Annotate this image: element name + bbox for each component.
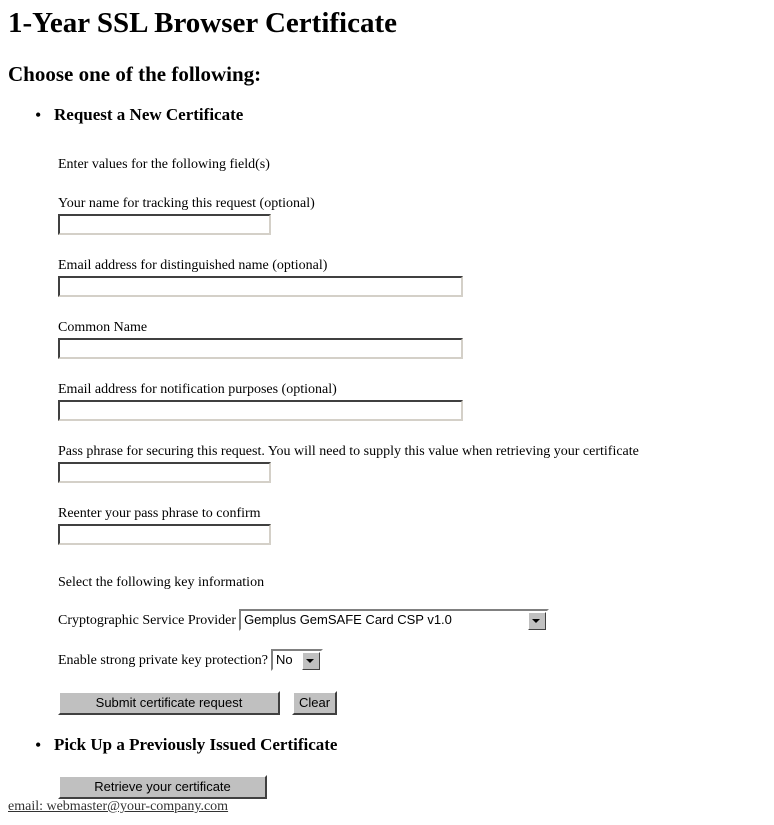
field-group-distinguished-name-email (58, 257, 766, 297)
enter-values-note: Enter values for the following field(s) (58, 157, 270, 172)
csp-row (58, 609, 766, 631)
request-certificate-form (58, 156, 766, 715)
field-group-common-name (58, 319, 766, 359)
bullet-icon: • (35, 735, 42, 755)
strong-key-protection-row (58, 649, 766, 671)
tracking-name-label: Your name for tracking this request (optional) (58, 196, 315, 211)
request-actions (58, 691, 766, 715)
tracking-name-input[interactable] (58, 214, 271, 235)
request-new-certificate-heading: Request a New Certificate (54, 105, 244, 124)
csp-select[interactable] (239, 609, 549, 631)
footer (8, 797, 228, 815)
chevron-down-icon[interactable] (302, 652, 320, 670)
notification-email-label: Email address for notification purposes (optional) (58, 382, 337, 397)
field-group-tracking-name (58, 195, 766, 235)
strong-key-protection-select[interactable] (271, 649, 323, 671)
choices-list (8, 105, 766, 799)
distinguished-name-email-label: Email address for distinguished name (optional) (58, 258, 328, 273)
strong-key-protection-label: Enable strong private key protection? (58, 652, 268, 668)
pass-phrase-input[interactable] (58, 462, 271, 483)
bullet-icon: • (35, 105, 42, 125)
field-group-pass-phrase-confirm (58, 505, 766, 545)
field-group-notification-email (58, 381, 766, 421)
choice-request-new-certificate (8, 105, 766, 715)
strong-key-protection-selected-value: No (275, 652, 293, 667)
pickup-certificate-form (58, 775, 766, 799)
notification-email-input[interactable] (58, 400, 463, 421)
retrieve-certificate-button[interactable]: Retrieve your certificate (58, 775, 267, 799)
choose-one-heading: Choose one of the following: (8, 62, 262, 86)
submit-certificate-request-button[interactable]: Submit certificate request (58, 691, 280, 715)
key-information-note: Select the following key information (58, 575, 265, 590)
pass-phrase-confirm-label: Reenter your pass phrase to confirm (58, 506, 261, 521)
webmaster-email-link[interactable]: email: webmaster@your-company.com (8, 799, 229, 814)
field-group-pass-phrase (58, 443, 766, 483)
common-name-input[interactable] (58, 338, 463, 359)
choice-pick-up-certificate (8, 735, 766, 799)
chevron-down-icon[interactable] (528, 612, 546, 630)
csp-label: Cryptographic Service Provider (58, 612, 237, 628)
page-title: 1-Year SSL Browser Certificate (8, 7, 398, 39)
pass-phrase-confirm-input[interactable] (58, 524, 271, 545)
common-name-label: Common Name (58, 320, 148, 335)
distinguished-name-email-input[interactable] (58, 276, 463, 297)
csp-selected-value: Gemplus GemSAFE Card CSP v1.0 (244, 612, 452, 627)
pick-up-certificate-heading: Pick Up a Previously Issued Certificate (54, 735, 338, 754)
pass-phrase-label: Pass phrase for securing this request. You will need to supply this value when retrieving your certificate (58, 444, 639, 459)
clear-button[interactable]: Clear (292, 691, 337, 715)
